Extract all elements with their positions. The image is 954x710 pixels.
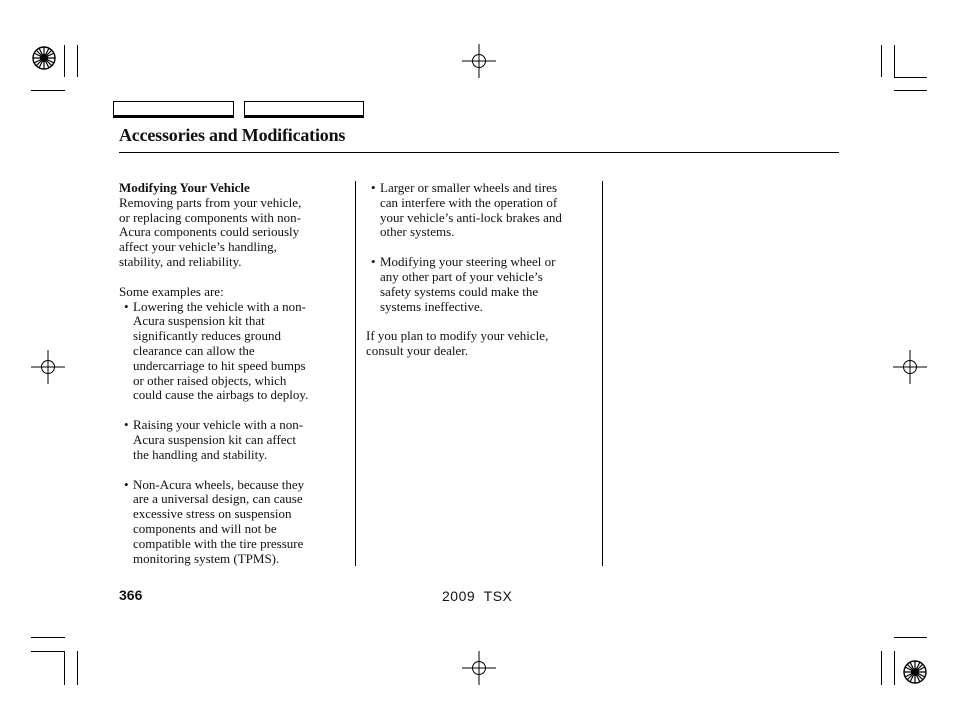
bullet-line: the handling and stability. (133, 446, 268, 462)
bullet-line: clearance can allow the (133, 342, 255, 358)
crop-mark-icon (881, 651, 882, 685)
crop-mark-icon (64, 651, 65, 685)
registration-target-icon (893, 350, 927, 384)
bullet-line: could cause the airbags to deploy. (133, 387, 309, 403)
title-rule (119, 152, 839, 153)
crop-mark-icon (31, 651, 65, 652)
bullet-line: systems ineffective. (380, 298, 484, 314)
registration-starburst-icon (902, 659, 928, 685)
bullet-line: Acura suspension kit can affect (133, 431, 296, 447)
bullet-line: Lowering the vehicle with a non- (133, 298, 306, 314)
crop-mark-icon (894, 77, 927, 78)
body-line: If you plan to modify your vehicle, (366, 328, 549, 344)
bullet-line: monitoring system (TPMS). (133, 550, 280, 566)
page-number: 366 (119, 587, 143, 603)
bullet-line: Acura suspension kit that (133, 313, 265, 329)
examples-label: Some examples are: (119, 283, 224, 299)
bullet-line: undercarriage to hit speed bumps (133, 357, 306, 373)
bullet-item (119, 418, 345, 462)
bullet-marker: • (124, 417, 129, 433)
body-line: or replacing components with non- (119, 209, 301, 225)
bullet-line: Raising your vehicle with a non- (133, 417, 304, 433)
bullet-line: Non-Acura wheels, because they (133, 476, 305, 492)
bullet-item (119, 300, 345, 404)
bullet-item (119, 478, 345, 567)
crop-mark-icon (894, 90, 927, 91)
crop-mark-icon (64, 45, 65, 77)
bullet-line: are a universal design, can cause (133, 491, 303, 507)
subsection-heading: Modifying Your Vehicle (119, 180, 250, 195)
body-line: Removing parts from your vehicle, (119, 194, 302, 210)
registration-target-icon (462, 651, 496, 685)
bullet-line: or other raised objects, which (133, 372, 287, 388)
column-divider (602, 181, 603, 566)
crop-mark-icon (894, 637, 927, 638)
bullet-line: other systems. (380, 224, 455, 240)
crop-mark-icon (31, 637, 65, 638)
body-line: affect your vehicle’s handling, (119, 239, 277, 255)
crop-mark-icon (894, 45, 895, 77)
crop-mark-icon (31, 90, 65, 91)
bullet-marker: • (124, 476, 129, 492)
body-line: consult your dealer. (366, 343, 469, 359)
bullet-line: Larger or smaller wheels and tires (380, 180, 557, 195)
left-column (119, 181, 345, 566)
crop-mark-icon (77, 45, 78, 77)
crop-mark-icon (881, 45, 882, 77)
registration-target-icon (462, 44, 496, 78)
bullet-line: can interfere with the operation of (380, 194, 558, 210)
bullet-line: safety systems could make the (380, 283, 539, 299)
model-label: 2009 TSX (442, 588, 513, 604)
bullet-item (366, 255, 594, 314)
bullet-line: significantly reduces ground (133, 328, 282, 344)
bullet-marker: • (371, 254, 376, 270)
bullet-line: any other part of your vehicle’s (380, 268, 543, 284)
bullet-line: your vehicle’s anti-lock brakes and (380, 209, 562, 225)
section-title: Accessories and Modifications (119, 125, 346, 145)
column-divider (355, 181, 356, 566)
bullet-line: excessive stress on suspension (133, 506, 292, 522)
bullet-marker: • (124, 298, 129, 314)
header-tab-box (244, 101, 364, 118)
bullet-line: Modifying your steering wheel or (380, 254, 556, 270)
header-tab-box (113, 101, 234, 118)
bullet-line: components and will not be (133, 520, 277, 536)
crop-mark-icon (894, 651, 895, 685)
body-line: stability, and reliability. (119, 253, 242, 269)
bullet-marker: • (371, 180, 376, 195)
middle-column (366, 181, 594, 359)
bullet-item (366, 181, 594, 240)
registration-starburst-icon (31, 45, 57, 71)
registration-target-icon (31, 350, 65, 384)
body-line: Acura components could seriously (119, 224, 300, 240)
bullet-line: compatible with the tire pressure (133, 535, 304, 551)
crop-mark-icon (77, 651, 78, 685)
